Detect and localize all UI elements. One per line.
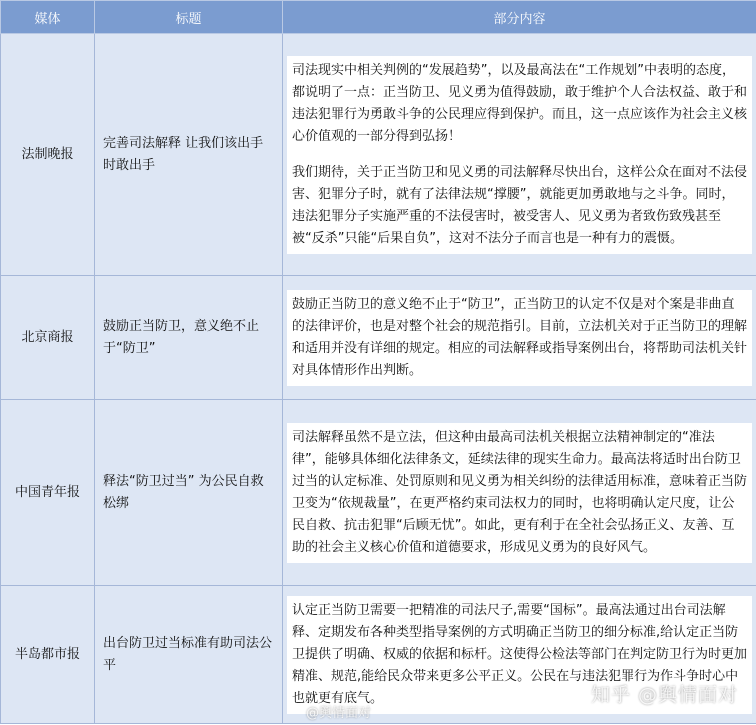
table-row [1,400,756,586]
article-excerpt [283,34,756,276]
media-name: 法制晚报 [1,34,95,276]
media-name: 半岛都市报 [1,586,95,724]
article-excerpt [283,400,756,586]
article-excerpt [283,276,756,400]
header-row [1,1,756,34]
header-media: 媒体 [1,1,95,34]
article-title: 出台防卫过当标准有助司法公平 [95,586,283,724]
excerpt-paragraph: 鼓励正当防卫的意义绝不止于“防卫”，正当防卫的认定不仅是对个案是非曲直的法律评价，也是对整个社会的规范指引。目前，立法机关对于正当防卫的理解和适用并没有详细的规定。相应的司法解释或指导案例出台，将帮助司法机关针对具体情形作出判断。 [292,296,748,378]
excerpt-paragraph: 我们期待，关于正当防卫和见义勇的司法解释尽快出台，这样公众在面对不法侵害、犯罪分子时，就有了法律法规“撑腰”，就能更加勇敢地与之斗争。同时，违法犯罪分子实施严重的不法侵害时，被受害人、见义勇为者致伤致残甚至被“反杀”只能“后果自负”，这对不法分子而言也是一种有力的震慑。 [292,164,748,246]
table-row [1,34,756,276]
article-title: 释法“防卫过当” 为公民自救松绑 [95,400,283,586]
article-title: 鼓励正当防卫，意义绝不止于“防卫” [95,276,283,400]
excerpt-paragraph: 司法现实中相关判例的“发展趋势”，以及最高法在“工作规划”中表明的态度，都说明了一点：正当防卫、见义勇为值得鼓励，敢于维护个人合法权益、敢于和违法犯罪行为勇敢斗争的公民理应得到保护。而且，这一点应该作为社会主义核心价值观的一部分得到弘扬！ [292,62,748,144]
header-title: 标题 [95,1,283,34]
excerpt-paragraph: 认定正当防卫需要一把精准的司法尺子,需要“国标”。最高法通过出台司法解释、定期发布各种类型指导案例的方式明确正当防卫的细分标准,给认定正当防卫提供了明确、权威的依据和标杆。这使得公检法等部门在判定防卫行为时更加精准、规范,能给民众带来更多公平正义。公民在与违法犯罪行为作斗争时心中也就更有底气。 [292,602,748,706]
article-title: 完善司法解释 让我们该出手时敢出手 [95,34,283,276]
excerpt-paragraph: 司法解释虽然不是立法，但这种由最高司法机关根据立法精神制定的“准法律”，能够具体细化法律条文，延续法律的现实生命力。最高法将适时出台防卫过当的认定标准、处罚原则和见义勇为相关纠纷的法律适用标准，意味着正当防卫变为“依规裁量”，在更严格约束司法权力的同时，也将明确认定尺度，让公民自救、抗击犯罪“后顾无忧”。如此，更有利于在全社会弘扬正义、友善、互助的社会主义核心价值和道德要求，形成见义勇为的良好风气。 [292,429,748,555]
media-name: 中国青年报 [1,400,95,586]
table-row [1,276,756,400]
weibo-watermark: @舆情面对 [306,706,372,721]
header-content: 部分内容 [283,1,756,34]
media-name: 北京商报 [1,276,95,400]
zhihu-watermark: 知乎 @舆情面对 [590,684,738,706]
